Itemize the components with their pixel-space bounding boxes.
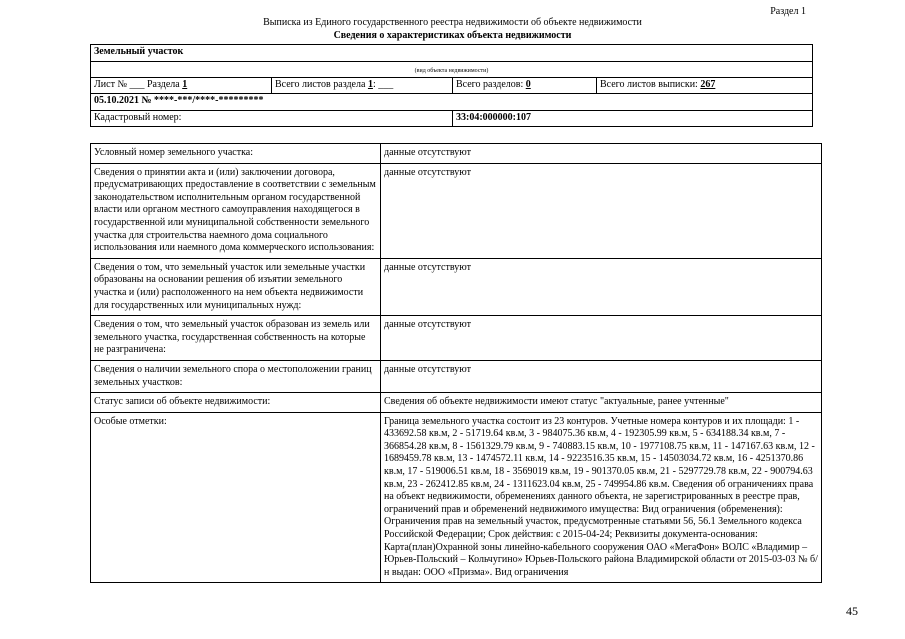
total-sheets-section-value: ___ [378,79,394,90]
total-sheets-extract-cell [596,77,813,94]
total-sheets-extract-label: Всего листов выписки: [600,79,698,90]
row-value: данные отсутствуют [381,360,822,392]
row-value: Сведения об объекте недвижимости имеют статус "актуальные, ранее учтенные" [381,393,822,413]
table-row [91,316,822,361]
section-word: Раздела [146,79,180,90]
cadastral-label: Кадастровый номер: [90,110,453,127]
section-number: 1 [182,79,188,90]
sheet-no-label: Лист № [94,79,127,90]
row-value: Граница земельного участка состоит из 23 контуров. Учетные номера контуров и их площади: 1 - 433692.58 кв.м, 2 - 51719.64 кв.м, 3 - 984075.36 кв.м, 4 - 192305.99 кв.м, 5 - 634188.34 кв.м, 7 - 366854.28 кв.м, 8 - 1561329.79 кв.м, 9 - 740883.15 кв.м, 10 - 1977108.75 кв.м, 11 - 147167.63 кв.м, 12 - 1689459.78 кв.м, 13 - 1474572.11 кв.м, 14 - 9223516.35 кв.м, 15 - 14503034.72 кв.м, 16 - 4251370.86 кв.м, 17 - 519006.51 кв.м, 18 - 3569019 кв.м, 19 - 901370.05 кв.м, 21 - 5297729.78 кв.м, 22 - 900794.63 кв.м, 23 - 262412.85 кв.м, 24 - 1311623.04 кв.м, 25 - 749954.86 кв.м. Сведения об ограничениях права на объект недвижимости, обременениях данного объекта, не зарегистрированных в реестре прав, ограничений прав и обременений недвижимого имущества: Вид ограничения (обременения): Ограничения прав на земельный участок, предусмотренные статьями 56, 56.1 Земельного кодекса Российской Федерации; Срок действия: с 2015-04-24; Реквизиты документа-основания: Карта(план)Охранной зоны линейно-кабельного сооружения ОАО «МегаФон» ВОЛС «Владимир – Юрьев-Польский – Кольчугино» Юрьев-Польского района Владимирской области от 2015-03-03 № б/н выдан: ООО «Призма». Вид ограничения [381,412,822,583]
table-row [91,163,822,258]
section-label: Раздел 1 [770,6,806,17]
table-row [91,360,822,392]
row-key: Сведения о наличии земельного спора о местоположении границ земельных участков: [91,360,381,392]
document-title: Выписка из Единого государственного реестра недвижимости об объекте недвижимости [263,17,642,28]
document-subtitle: Сведения о характеристиках объекта недвижимости [333,30,572,41]
object-type-hint: (вид объекта недвижимости) [90,61,813,78]
row-key: Особые отметки: [91,412,381,583]
page-number: 45 [846,604,858,618]
object-type: Земельный участок [90,44,813,62]
total-sheets-section-number: 1 [367,79,373,90]
table-row [91,393,822,413]
row-key: Сведения о том, что земельный участок или земельные участки образованы на основании решения об изъятии земельного участка и (или) расположенного на нем объекта недвижимости для государственных или муниципальных нужд: [91,258,381,315]
row-key: Сведения о том, что земельный участок образован из земель или земельного участка, государственная собственность на которые не разграничена: [91,316,381,361]
characteristics-table [90,143,822,583]
extract-date-number: 05.10.2021 № ****-***/****-********* [90,93,813,111]
row-value: данные отсутствуют [381,316,822,361]
row-value: данные отсутствуют [381,144,822,164]
cadastral-number: 33:04:000000:107 [452,110,813,127]
sheet-number-cell [90,77,272,94]
row-key: Условный номер земельного участка: [91,144,381,164]
row-key: Статус записи об объекте недвижимости: [91,393,381,413]
total-sheets-section-label: Всего листов раздела [275,79,366,90]
total-sections-cell [452,77,597,94]
row-value: данные отсутствуют [381,258,822,315]
total-sheets-section-cell: Всего листов раздела 1: ___ [271,77,453,94]
total-sections-value: 0 [525,79,531,90]
table-row [91,412,822,583]
total-sections-label: Всего разделов: [456,79,524,90]
sheet-no-blank: ___ [129,79,145,90]
table-row [91,144,822,164]
row-value: данные отсутствуют [381,163,822,258]
total-sheets-extract-value: 267 [700,79,716,90]
row-key: Сведения о принятии акта и (или) заключении договора, предусматривающих предоставление в соответствии с земельным законодательством исполнительным органом государственной власти или органом местного самоуправления находящегося в государственной или муниципальной собственности земельного участка для строительства наемного дома социального использования или наемного дома коммерческого использования: [91,163,381,258]
table-row [91,258,822,315]
